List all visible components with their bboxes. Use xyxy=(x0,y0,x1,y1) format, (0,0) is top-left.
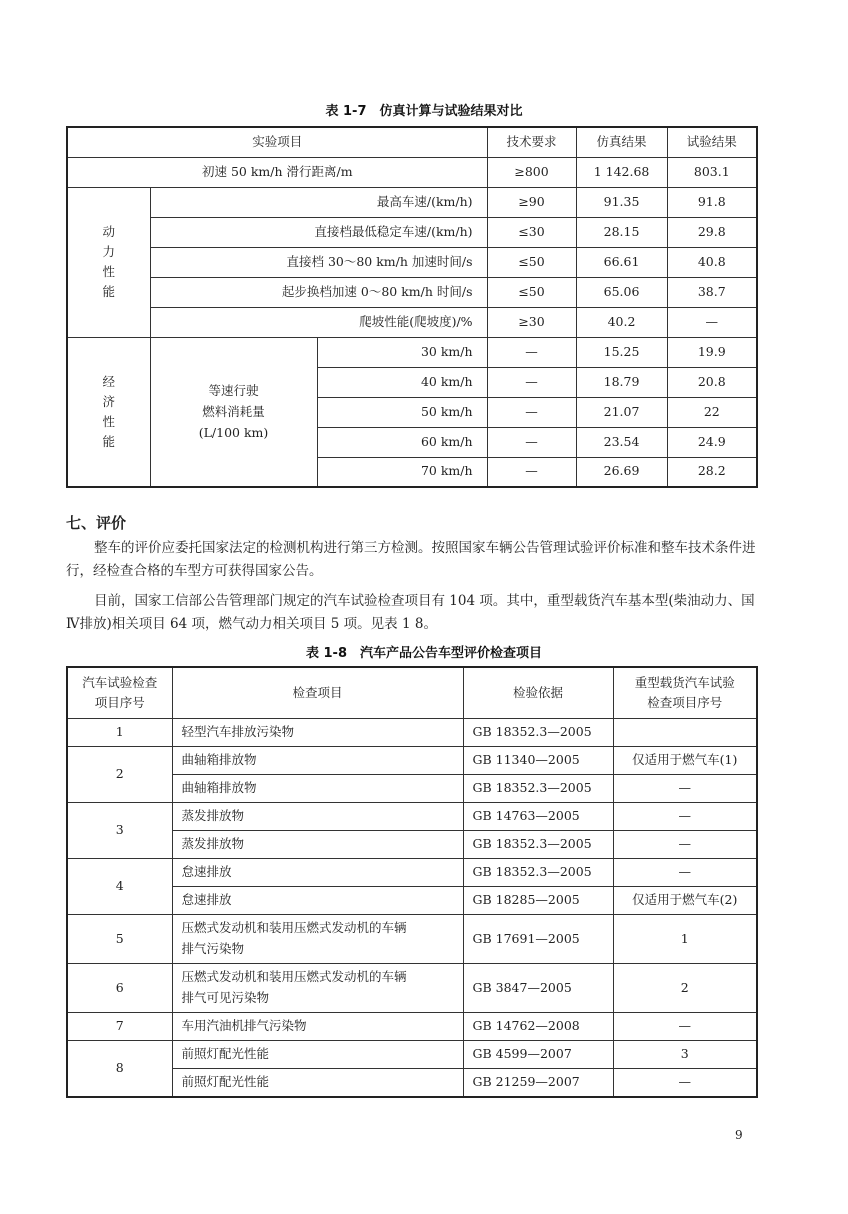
table-row xyxy=(67,187,757,217)
cell-simulation: 18.79 xyxy=(576,367,667,397)
page-number: 9 xyxy=(735,1128,743,1142)
cell-simulation: 21.07 xyxy=(576,397,667,427)
cell-item: 蒸发排放物 xyxy=(172,803,463,831)
cell-simulation: 91.35 xyxy=(576,187,667,217)
cell-seq xyxy=(613,719,757,747)
header-test: 试验结果 xyxy=(667,127,757,157)
cell-test: 20.8 xyxy=(667,367,757,397)
cell-no: 4 xyxy=(67,859,172,915)
cell-no: 5 xyxy=(67,915,172,964)
cell-no: 3 xyxy=(67,803,172,859)
table2-caption: 表 1-8 汽车产品公告车型评价检查项目 xyxy=(305,646,542,661)
cell-no: 1 xyxy=(67,719,172,747)
cell-simulation: 26.69 xyxy=(576,457,667,487)
table-row xyxy=(67,277,757,307)
paragraph-evaluation: 整车的评价应委托国家法定的检测机构进行第三方检测。按照国家车辆公告管理试验评价标准和整车技术条件进行，经检查合格的车型方可获得国家公告。 xyxy=(66,540,756,579)
header-heavy-truck-seq: 重型载货汽车试验 检查项目序号 xyxy=(613,667,757,719)
cell-item: 怠速排放 xyxy=(172,859,463,887)
cell-seq: — xyxy=(613,803,757,831)
header-seq-no: 汽车试验检查 项目序号 xyxy=(67,667,172,719)
table-row xyxy=(67,307,757,337)
table-header-row xyxy=(67,667,757,719)
speed-cell: 60 km/h xyxy=(317,427,487,457)
power-item: 直接档最低稳定车速/(km/h) xyxy=(150,217,487,247)
cell-requirement: — xyxy=(487,367,576,397)
cell-requirement: — xyxy=(487,337,576,367)
cell-item: 压燃式发动机和装用压燃式发动机的车辆 排气污染物 xyxy=(172,915,463,964)
cell-simulation: 28.15 xyxy=(576,217,667,247)
cell-test: 803.1 xyxy=(667,157,757,187)
power-item: 爬坡性能(爬坡度)/% xyxy=(150,307,487,337)
cell-test: 28.2 xyxy=(667,457,757,487)
power-item: 起步换档加速 0～80 km/h 时间/s xyxy=(150,277,487,307)
cell-requirement: — xyxy=(487,427,576,457)
cell-requirement: — xyxy=(487,397,576,427)
table-row xyxy=(67,157,757,187)
cell-basis: GB 14762—2008 xyxy=(463,1013,613,1041)
table-row xyxy=(67,719,757,747)
cell-test: 19.9 xyxy=(667,337,757,367)
table-row xyxy=(67,1013,757,1041)
cell-basis: GB 14763—2005 xyxy=(463,803,613,831)
header-simulation: 仿真结果 xyxy=(576,127,667,157)
cell-requirement: ≤50 xyxy=(487,277,576,307)
cell-requirement: ≥800 xyxy=(487,157,576,187)
cell-requirement: ≤50 xyxy=(487,247,576,277)
table-row xyxy=(67,1041,757,1069)
cell-no: 7 xyxy=(67,1013,172,1041)
cell-item: 轻型汽车排放污染物 xyxy=(172,719,463,747)
cell-seq: — xyxy=(613,775,757,803)
economy-group-label: 经 济 性 能 xyxy=(67,337,150,487)
cell-seq: 3 xyxy=(613,1041,757,1069)
cell-test: 24.9 xyxy=(667,427,757,457)
header-requirement: 技术要求 xyxy=(487,127,576,157)
cell-no: 8 xyxy=(67,1041,172,1098)
cell-simulation: 65.06 xyxy=(576,277,667,307)
cell-item: 前照灯配光性能 xyxy=(172,1041,463,1069)
cell-item: 蒸发排放物 xyxy=(172,831,463,859)
table-row xyxy=(67,217,757,247)
table1-caption: 表 1-7 仿真计算与试验结果对比 xyxy=(325,104,523,119)
cell-no: 2 xyxy=(67,747,172,803)
cell-test: 22 xyxy=(667,397,757,427)
cell-simulation: 40.2 xyxy=(576,307,667,337)
cell-requirement: — xyxy=(487,457,576,487)
cell-requirement: ≤30 xyxy=(487,217,576,247)
cell-test: — xyxy=(667,307,757,337)
cell-seq: — xyxy=(613,1069,757,1098)
cell-seq: — xyxy=(613,1013,757,1041)
speed-cell: 70 km/h xyxy=(317,457,487,487)
table-row xyxy=(67,747,757,775)
header-check-item: 检查项目 xyxy=(172,667,463,719)
table-header-row xyxy=(67,127,757,157)
cell-seq: — xyxy=(613,859,757,887)
fuel-consumption-label: 等速行驶 燃料消耗量 (L/100 km) xyxy=(150,337,317,487)
cell-item: 曲轴箱排放物 xyxy=(172,747,463,775)
cell-seq: 仅适用于燃气车(1) xyxy=(613,747,757,775)
power-group-label: 动 力 性 能 xyxy=(67,187,150,337)
speed-cell: 50 km/h xyxy=(317,397,487,427)
cell-seq: 2 xyxy=(613,964,757,1013)
cell-simulation: 15.25 xyxy=(576,337,667,367)
cell-item: 曲轴箱排放物 xyxy=(172,775,463,803)
cell-test: 40.8 xyxy=(667,247,757,277)
table-row xyxy=(67,915,757,964)
table-row xyxy=(67,247,757,277)
cell-seq: 仅适用于燃气车(2) xyxy=(613,887,757,915)
cell-seq: — xyxy=(613,831,757,859)
cell-basis: GB 18352.3—2005 xyxy=(463,775,613,803)
header-basis: 检验依据 xyxy=(463,667,613,719)
cell-simulation: 66.61 xyxy=(576,247,667,277)
cell-basis: GB 18352.3—2005 xyxy=(463,719,613,747)
cell-basis: GB 18352.3—2005 xyxy=(463,831,613,859)
header-item: 实验项目 xyxy=(67,127,487,157)
coast-distance-item: 初速 50 km/h 滑行距离/m xyxy=(67,157,487,187)
cell-basis: GB 3847—2005 xyxy=(463,964,613,1013)
cell-test: 38.7 xyxy=(667,277,757,307)
cell-basis: GB 18285—2005 xyxy=(463,887,613,915)
cell-requirement: ≥90 xyxy=(487,187,576,217)
cell-item: 车用汽油机排气污染物 xyxy=(172,1013,463,1041)
cell-basis: GB 17691—2005 xyxy=(463,915,613,964)
cell-seq: 1 xyxy=(613,915,757,964)
cell-basis: GB 11340—2005 xyxy=(463,747,613,775)
cell-basis: GB 21259—2007 xyxy=(463,1069,613,1098)
cell-basis: GB 18352.3—2005 xyxy=(463,859,613,887)
power-item: 最高车速/(km/h) xyxy=(150,187,487,217)
inspection-items-table xyxy=(66,666,758,1098)
cell-basis: GB 4599—2007 xyxy=(463,1041,613,1069)
cell-simulation: 1 142.68 xyxy=(576,157,667,187)
section-heading: 七、评价 xyxy=(66,514,127,532)
comparison-table xyxy=(66,126,758,488)
cell-item: 压燃式发动机和装用压燃式发动机的车辆 排气可见污染物 xyxy=(172,964,463,1013)
speed-cell: 40 km/h xyxy=(317,367,487,397)
table-row xyxy=(67,964,757,1013)
cell-test: 91.8 xyxy=(667,187,757,217)
paragraph-items: 目前，国家工信部公告管理部门规定的汽车试验检查项目有 104 项。其中，重型载货汽车基本型(柴油动力、国Ⅳ排放)相关项目 64 项，燃气动力相关项目 5 项。见表 1 8。 xyxy=(66,593,755,632)
table-row xyxy=(67,859,757,887)
cell-item: 前照灯配光性能 xyxy=(172,1069,463,1098)
speed-cell: 30 km/h xyxy=(317,337,487,367)
cell-no: 6 xyxy=(67,964,172,1013)
power-item: 直接档 30～80 km/h 加速时间/s xyxy=(150,247,487,277)
table-row xyxy=(67,803,757,831)
cell-requirement: ≥30 xyxy=(487,307,576,337)
cell-simulation: 23.54 xyxy=(576,427,667,457)
cell-test: 29.8 xyxy=(667,217,757,247)
cell-item: 怠速排放 xyxy=(172,887,463,915)
table-row xyxy=(67,337,757,367)
